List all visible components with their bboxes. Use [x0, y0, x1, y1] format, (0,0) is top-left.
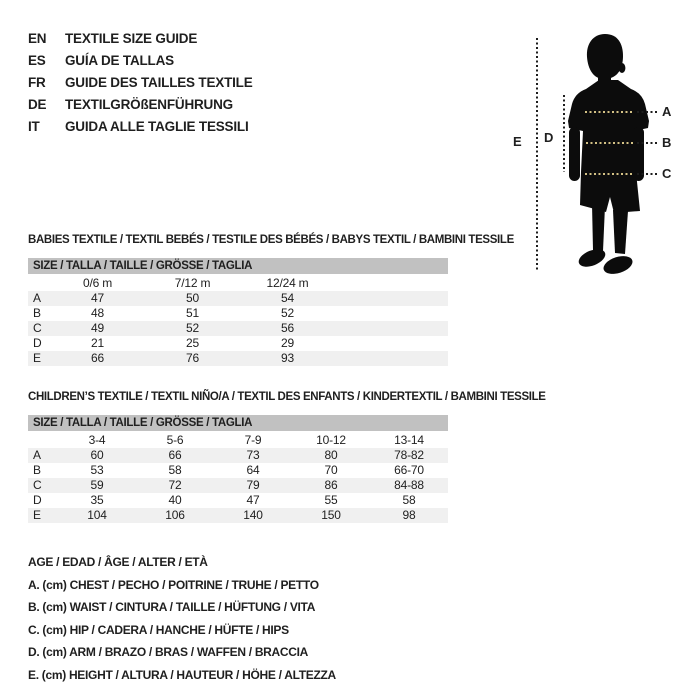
cell-value: 64	[246, 463, 260, 477]
table-row-d	[28, 493, 448, 508]
language-code: ES	[28, 53, 46, 68]
cell-value: 53	[90, 463, 104, 477]
cell-value: 78-82	[394, 448, 424, 462]
chest-measure-line-on-body	[585, 111, 633, 113]
measurement-figure	[500, 28, 696, 284]
language-code: DE	[28, 97, 47, 112]
measure-label-e: E	[513, 134, 522, 149]
row-label: A	[33, 291, 41, 305]
table-row-b	[28, 306, 448, 321]
hip-measure-line-callout	[637, 173, 659, 175]
cell-value: 60	[90, 448, 104, 462]
language-row-en	[28, 28, 253, 50]
language-title: TEXTILE SIZE GUIDE	[65, 31, 198, 46]
row-label: C	[33, 321, 42, 335]
cell-value: 70	[324, 463, 338, 477]
row-label: E	[33, 351, 41, 365]
legend-line-4: D. (cm) ARM / BRAZO / BRAS / WAFFEN / BRACCIA	[28, 645, 309, 659]
cell-value: 49	[91, 321, 104, 335]
cell-value: 51	[186, 306, 199, 320]
row-label: A	[33, 448, 41, 462]
cell-value: 21	[91, 336, 104, 350]
row-label: D	[33, 493, 42, 507]
column-header: 5-6	[166, 433, 184, 447]
cell-value: 47	[246, 493, 260, 507]
cell-value: 55	[324, 493, 338, 507]
cell-value: 73	[246, 448, 260, 462]
cell-value: 58	[402, 493, 416, 507]
cell-value: 52	[281, 306, 294, 320]
language-title: GUIDE DES TAILLES TEXTILE	[65, 75, 253, 90]
row-label: B	[33, 306, 41, 320]
size-header-bar	[28, 258, 448, 274]
table-row-c	[28, 478, 448, 493]
children-section-title: CHILDREN’S TEXTILE / TEXTIL NIÑO/A / TEXTIL DES ENFANTS / KINDERTEXTIL / BAMBINI TESSILE	[28, 391, 546, 403]
child-silhouette-image	[566, 32, 658, 278]
hip-measure-line-on-body	[585, 173, 633, 175]
cell-value: 140	[243, 508, 263, 522]
column-header: 7-9	[244, 433, 262, 447]
legend-line-3: C. (cm) HIP / CADERA / HANCHE / HÜFTE / HIPS	[28, 622, 289, 637]
legend-line-0: AGE / EDAD / ÂGE / ALTER / ETÀ	[28, 555, 208, 569]
waist-measure-line-on-body	[586, 142, 633, 144]
language-code: FR	[28, 75, 46, 90]
column-header: 12/24 m	[266, 276, 309, 290]
cell-value: 47	[91, 291, 104, 305]
cell-value: 52	[186, 321, 199, 335]
cell-value: 66	[168, 448, 182, 462]
cell-value: 98	[402, 508, 416, 522]
language-title: GUIDA ALLE TAGLIE TESSILI	[65, 119, 249, 134]
column-header-row	[28, 433, 498, 448]
column-header: 0/6 m	[82, 276, 112, 290]
cell-value: 80	[324, 448, 338, 462]
cell-value: 72	[168, 478, 182, 492]
cell-value: 59	[90, 478, 104, 492]
measure-label-b: B	[662, 135, 672, 150]
row-label: C	[33, 478, 42, 492]
language-row-it	[28, 116, 253, 138]
column-header: 3-4	[88, 433, 106, 447]
cell-value: 66	[91, 351, 104, 365]
row-label: E	[33, 508, 41, 522]
language-code: EN	[28, 31, 47, 46]
cell-value: 54	[281, 291, 294, 305]
language-row-de	[28, 94, 253, 116]
measure-label-a: A	[662, 104, 672, 119]
table-row-b	[28, 463, 448, 478]
table-row-d	[28, 336, 448, 351]
column-header: 13-14	[394, 433, 424, 447]
language-row-es	[28, 50, 253, 72]
measure-label-c: C	[662, 166, 672, 181]
row-label: D	[33, 336, 42, 350]
language-title: TEXTILGRÖßENFÜHRUNG	[65, 97, 233, 112]
babies-section-title: BABIES TEXTILE / TEXTIL BEBÉS / TESTILE DES BÉBÉS / BABYS TEXTIL / BAMBINI TESSILE	[28, 234, 514, 246]
babies-size-table	[28, 233, 514, 366]
cell-value: 93	[281, 351, 294, 365]
cell-value: 106	[165, 508, 185, 522]
cell-value: 79	[246, 478, 260, 492]
cell-value: 66-70	[394, 463, 424, 477]
table-row-a	[28, 448, 448, 463]
legend-line-5: E. (cm) HEIGHT / ALTURA / HAUTEUR / HÖHE / ALTEZZA	[28, 667, 336, 682]
legend-line-1: A. (cm) CHEST / PECHO / POITRINE / TRUHE / PETTO	[28, 577, 319, 592]
cell-value: 40	[168, 493, 182, 507]
height-measure-line	[536, 38, 538, 272]
cell-value: 25	[186, 336, 199, 350]
cell-value: 56	[281, 321, 294, 335]
language-title: GUÍA DE TALLAS	[65, 53, 174, 68]
language-title-list	[28, 28, 253, 138]
chest-measure-line-callout	[637, 111, 659, 113]
size-header-text: SIZE / TALLA / TAILLE / GRÖSSE / TAGLIA	[33, 260, 253, 272]
table-row-e	[28, 351, 448, 366]
cell-value: 58	[168, 463, 182, 477]
language-row-fr	[28, 72, 253, 94]
cell-value: 104	[87, 508, 107, 522]
children-size-table	[28, 390, 546, 523]
row-label: B	[33, 463, 41, 477]
column-header-row	[28, 276, 498, 291]
cell-value: 76	[186, 351, 199, 365]
cell-value: 86	[324, 478, 338, 492]
cell-value: 50	[186, 291, 199, 305]
column-header: 7/12 m	[174, 276, 211, 290]
legend-line-2: B. (cm) WAIST / CINTURA / TAILLE / HÜFTUNG / VITA	[28, 600, 316, 614]
measurement-legend	[28, 551, 336, 686]
cell-value: 48	[91, 306, 104, 320]
cell-value: 84-88	[394, 478, 424, 492]
column-header: 10-12	[316, 433, 346, 447]
arm-measure-line	[563, 95, 565, 172]
column-header-spacer	[28, 276, 50, 291]
table-row-e	[28, 508, 448, 523]
table-row-c	[28, 321, 448, 336]
size-header-text: SIZE / TALLA / TAILLE / GRÖSSE / TAGLIA	[33, 417, 253, 429]
measure-label-d: D	[544, 130, 554, 145]
language-code: IT	[28, 119, 40, 134]
column-header-spacer	[28, 433, 58, 448]
cell-value: 150	[321, 508, 341, 522]
cell-value: 29	[281, 336, 294, 350]
cell-value: 35	[90, 493, 104, 507]
table-row-a	[28, 291, 448, 306]
size-header-bar	[28, 415, 448, 431]
waist-measure-line-callout	[637, 142, 659, 144]
